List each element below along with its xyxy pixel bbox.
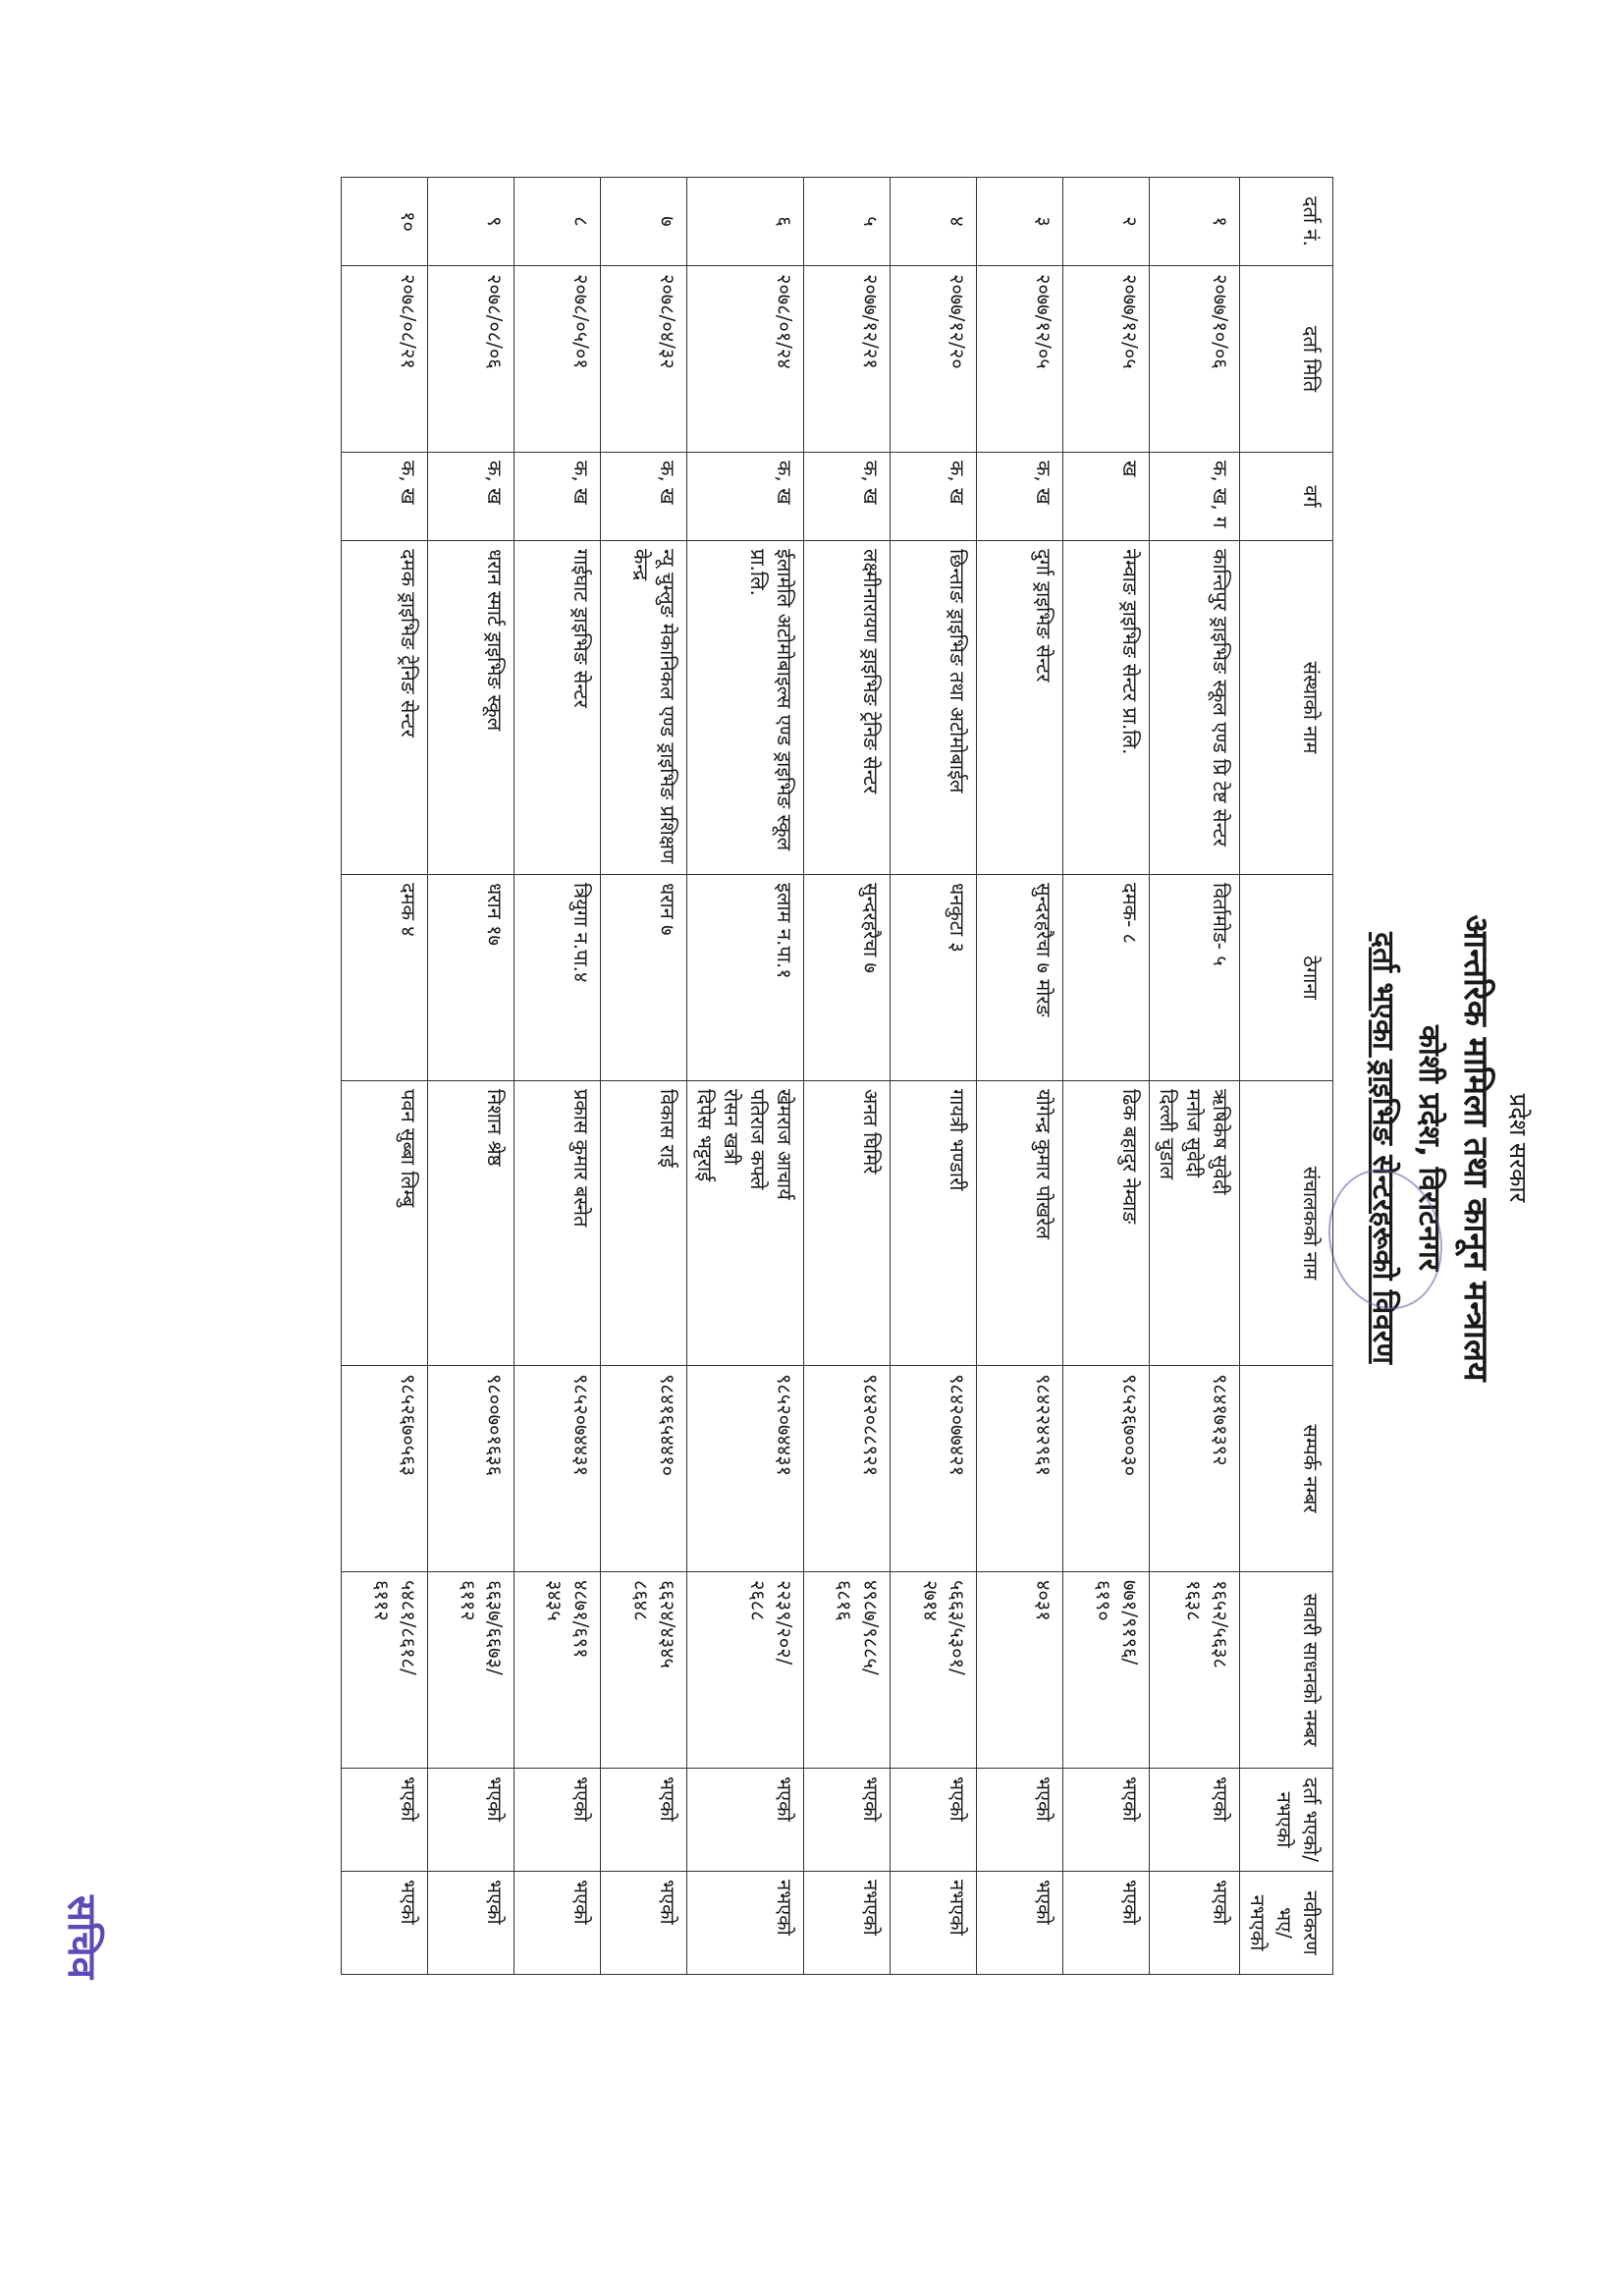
institution-name-cell: धरान स्मार्ट ड्राइभिङ स्कूल	[428, 541, 514, 875]
col-header: संस्थाको नाम	[1240, 541, 1333, 875]
contact-number-cell: ९८४२०७७४२१	[891, 1366, 977, 1572]
institution-name-cell: दमक ड्राइभिङ ट्रेनिङ सेन्टर	[342, 541, 428, 875]
renewal-status-cell: भएको	[428, 1872, 514, 1975]
institution-name-cell: दुर्गा ड्राइभिङ सेन्टर	[977, 541, 1063, 875]
class-cell: क, ख, ग	[1150, 453, 1240, 541]
renewal-status-cell: भएको	[601, 1872, 687, 1975]
class-cell: क, ख	[977, 453, 1063, 541]
institution-name-cell: ईलामेलि अटोमोबाइल्स एण्ड ड्राइभिङ स्कूल प्रा.लि.	[687, 541, 804, 875]
registered-status-cell: भएको	[891, 1769, 977, 1872]
vehicle-number-cell: १६५२/५६३८ १६३८	[1150, 1572, 1240, 1769]
reg-date-cell: २०७८/०१/२४	[687, 266, 804, 453]
government-label: प्रदेश सरकार	[1504, 1093, 1532, 1203]
reg-date-cell: २०७७/१२/०५	[977, 266, 1063, 453]
vehicle-number-cell: ५४८१/८६१८/ ६११२	[342, 1572, 428, 1769]
reg-no-cell: ६	[687, 178, 804, 266]
table-row	[804, 178, 891, 1975]
contact-number-cell: ९८५२०७४४३१	[687, 1366, 804, 1572]
renewal-status-cell: नभएको	[687, 1872, 804, 1975]
col-header: ठेगाना	[1240, 875, 1333, 1081]
table-row	[342, 178, 428, 1975]
col-header: दर्ता मिति	[1240, 266, 1333, 453]
vehicle-number-cell: ६६३७/६६७३/ ६११२	[428, 1572, 514, 1769]
registered-status-cell: भएको	[977, 1769, 1063, 1872]
operator-name-cell: खेमराज आचार्य पतिराज कफ्ले रोसन खत्री दिपेस भट्टराई	[687, 1081, 804, 1366]
vehicle-number-cell: ५६६३/५३०१/ २७१४	[891, 1572, 977, 1769]
institution-name-cell: लक्ष्मीनारायण ड्राइभिङ ट्रेनिङ सेन्टर	[804, 541, 891, 875]
reg-date-cell: २०७८/०५/०१	[514, 266, 601, 453]
registered-status-cell: भएको	[428, 1769, 514, 1872]
operator-name-cell: अनत घिमिरे	[804, 1081, 891, 1366]
registered-status-cell: भएको	[514, 1769, 601, 1872]
reg-no-cell: ९	[428, 178, 514, 266]
class-cell: क, ख	[601, 453, 687, 541]
reg-no-cell: ८	[514, 178, 601, 266]
vehicle-number-cell: ४०३१	[977, 1572, 1063, 1769]
registered-status-cell: भएको	[687, 1769, 804, 1872]
reg-date-cell: २०७७/१२/२१	[804, 266, 891, 453]
operator-name-cell: विकास राई	[601, 1081, 687, 1366]
reg-no-cell: ३	[977, 178, 1063, 266]
address-cell: इलाम न.पा.१	[687, 875, 804, 1081]
renewal-status-cell: भएको	[514, 1872, 601, 1975]
reg-date-cell: २०७८/०४/३२	[601, 266, 687, 453]
table-row	[514, 178, 601, 1975]
reg-no-cell: ४	[891, 178, 977, 266]
table-row	[687, 178, 804, 1975]
class-cell: क, ख	[428, 453, 514, 541]
registered-status-cell: भएको	[1150, 1769, 1240, 1872]
contact-number-cell: ९८४२२४२९६१	[977, 1366, 1063, 1572]
col-header: संचालकको नाम	[1240, 1081, 1333, 1366]
table-row	[428, 178, 514, 1975]
renewal-status-cell: नभएको	[804, 1872, 891, 1975]
reg-no-cell: ५	[804, 178, 891, 266]
vehicle-number-cell: ४८७१/६९१ ३४३५	[514, 1572, 601, 1769]
col-header: नवीकरण भए/ नभएको	[1240, 1872, 1333, 1975]
address-cell: त्रियुगा न.पा.४	[514, 875, 601, 1081]
operator-name-cell: निशान श्रेष्ठ	[428, 1081, 514, 1366]
class-cell: क, ख	[514, 453, 601, 541]
reg-date-cell: २०७८/०८/२१	[342, 266, 428, 453]
class-cell: ख	[1063, 453, 1150, 541]
vehicle-number-cell: ७७१/९१९६/ ६१९०	[1063, 1572, 1150, 1769]
table-row	[891, 178, 977, 1975]
class-cell: क, ख	[342, 453, 428, 541]
address-cell: धरान ७	[601, 875, 687, 1081]
renewal-status-cell: भएको	[977, 1872, 1063, 1975]
table-row	[977, 178, 1063, 1975]
reg-date-cell: २०७७/१२/२०	[891, 266, 977, 453]
class-cell: क, ख	[804, 453, 891, 541]
registered-status-cell: भएको	[804, 1769, 891, 1872]
contact-number-cell: ९८४१७१३९२	[1150, 1366, 1240, 1572]
registered-status-cell: भएको	[601, 1769, 687, 1872]
reg-no-cell: ७	[601, 178, 687, 266]
vehicle-number-cell: २२३९/२०२/ २६८८	[687, 1572, 804, 1769]
address-cell: दमक- ८	[1063, 875, 1150, 1081]
operator-name-cell: ऋषिकेष सुवेदी मनोज सुवेदी दिल्ली चुडाल	[1150, 1081, 1240, 1366]
registered-status-cell: भएको	[342, 1769, 428, 1872]
address-cell: धरान १७	[428, 875, 514, 1081]
col-header: सम्पर्क नम्बर	[1240, 1366, 1333, 1572]
renewal-status-cell: भएको	[1063, 1872, 1150, 1975]
institution-name-cell: कान्तिपुर ड्राइभिङ स्कूल एण्ड प्रि टेष्ट सेन्टर	[1150, 541, 1240, 875]
registered-status-cell: भएको	[1063, 1769, 1150, 1872]
renewal-status-cell: भएको	[1150, 1872, 1240, 1975]
operator-name-cell: ढिक बहादुर नेम्वाङ	[1063, 1081, 1150, 1366]
renewal-status-cell: नभएको	[891, 1872, 977, 1975]
contact-number-cell: ९८४२०८८९२१	[804, 1366, 891, 1572]
institution-name-cell: नेम्वाङ ड्राइभिङ सेन्टर प्रा.लि.	[1063, 541, 1150, 875]
reg-no-cell: १	[1150, 178, 1240, 266]
contact-number-cell: ९८००७०१६३६	[428, 1366, 514, 1572]
reg-date-cell: २०७७/१२/०५	[1063, 266, 1150, 453]
reg-no-cell: २	[1063, 178, 1150, 266]
contact-number-cell: ९८४१६५४४१०	[601, 1366, 687, 1572]
col-header: वर्ग	[1240, 453, 1333, 541]
table-row	[1150, 178, 1240, 1975]
province-line: कोशी प्रदेश, विराटनगर	[1412, 1024, 1446, 1272]
col-header: दर्ता नं.	[1240, 178, 1333, 266]
address-cell: धनकुटा ३	[891, 875, 977, 1081]
table-header-row	[1240, 178, 1333, 1975]
driving-centers-table	[341, 177, 1333, 1975]
ministry-title: आन्तरिक मामिला तथा कानून मन्त्रालय	[1456, 914, 1495, 1382]
col-header: दर्ता भएको/ नभएको	[1240, 1769, 1333, 1872]
document-title: दर्ता भएका ड्राइभिङ सेन्टरहरूको विवरण	[1366, 932, 1400, 1364]
address-cell: सुन्दरहरैचा ७	[804, 875, 891, 1081]
operator-name-cell: प्रकास कुमार बस्नेत	[514, 1081, 601, 1366]
address-cell: विर्तामोड- ५	[1150, 875, 1240, 1081]
operator-name-cell: योगेन्द्र कुमार पोखरेल	[977, 1081, 1063, 1366]
reg-date-cell: २०७७/१०/०६	[1150, 266, 1240, 453]
table-row	[601, 178, 687, 1975]
class-cell: क, ख	[687, 453, 804, 541]
contact-number-cell: ९८५२०७४४३१	[514, 1366, 601, 1572]
renewal-status-cell: भएको	[342, 1872, 428, 1975]
reg-date-cell: २०७८/०८/०६	[428, 266, 514, 453]
secretary-stamp: सचिव	[59, 1895, 104, 1980]
vehicle-number-cell: ४९८७/९८८५/ ६८१६	[804, 1572, 891, 1769]
institution-name-cell: गाईघाट ड्राइभिङ सेन्टर	[514, 541, 601, 875]
contact-number-cell: ९८५२६७०५६३	[342, 1366, 428, 1572]
col-header: सवारी साधनको नम्बर	[1240, 1572, 1333, 1769]
institution-name-cell: न्यू चुम्लुङ मेकानिकल एण्ड ड्राइभिङ प्रशिक्षण केन्द्र	[601, 541, 687, 875]
class-cell: क, ख	[891, 453, 977, 541]
reg-no-cell: १०	[342, 178, 428, 266]
operator-name-cell: गायत्री भण्डारी	[891, 1081, 977, 1366]
signature-left	[73, 189, 158, 361]
table-row	[1063, 178, 1150, 1975]
institution-name-cell: छिन्ताङ ड्राइभिङ तथा अटोमोबाईल	[891, 541, 977, 875]
vehicle-number-cell: ६६२४/४३४५ ८६४८	[601, 1572, 687, 1769]
address-cell: सुन्दरहरैचा ७ मोरङ	[977, 875, 1063, 1081]
address-cell: दमक ४	[342, 875, 428, 1081]
contact-number-cell: ९८५२६७००३०	[1063, 1366, 1150, 1572]
operator-name-cell: पवन सुब्बा लिम्बु	[342, 1081, 428, 1366]
